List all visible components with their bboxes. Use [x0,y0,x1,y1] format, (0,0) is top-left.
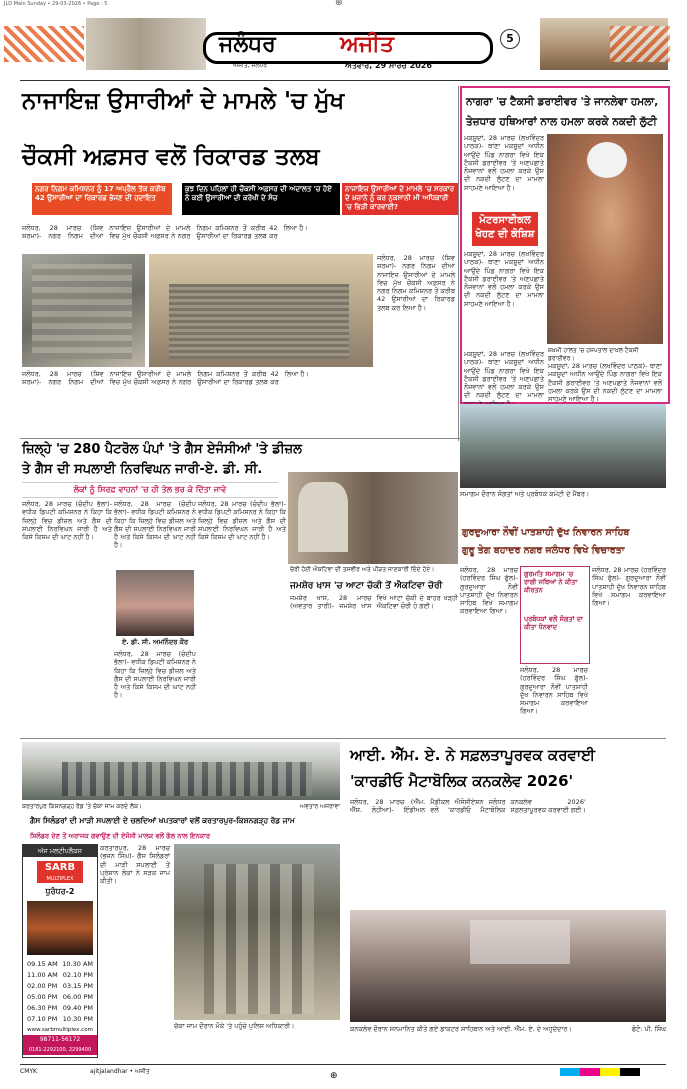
gurdwara-headline-line2: ਗੁਰੂ ਤੇਗ ਬਹਾਦਰ ਨਗਰ ਜਲੰਧਰ ਵਿਖੇ ਵਿਚਾਰਤਾ [462,545,625,556]
gurdwara-body-2: ਜਲੰਧਰ, 28 ਮਾਰਚ (ਹਰਵਿੰਦਰ ਸਿੰਘ ਫੁੱਲ)- ਗੁਰਦੁਆਰਾ ਨੌਵੀਂ ਪਾਤਸ਼ਾਹੀ ਦੁੱਖ ਨਿਵਾਰਨ ਸਾਹਿਬ ਵਿਖੇ ਸਮਾਗਮ ਕਰਵਾਇਆ ਗਿਆ। [520,666,588,716]
diesel-body-2: ਜਲੰਧਰ, 28 ਮਾਰਚ (ਚੰਦੀਪ ਭੱਲਾ)- ਵਧੀਕ ਡਿਪਟੀ ਕਮਿਸ਼ਨਰ ਨੇ ਕਿਹਾ ਕਿ ਜ਼ਿਲ੍ਹੇ ਵਿਚ ਡੀਜ਼ਲ ਅਤੇ ਗੈਸ ਦੀ ਸਪਲਾਈ ਨਿਰਵਿਘਨ ਜਾਰੀ ਹੈ ਅਤੇ ਕਿਸੇ ਕਿਸਮ ਦੀ ਘਾਟ ਨਹੀਂ ਹੈ। [114,500,196,550]
diesel-body-4: ਜਲੰਧਰ, 28 ਮਾਰਚ (ਚੰਦੀਪ ਭੱਲਾ)- ਵਧੀਕ ਡਿਪਟੀ ਕਮਿਸ਼ਨਰ ਨੇ ਕਿਹਾ ਕਿ ਜ਼ਿਲ੍ਹੇ ਵਿਚ ਡੀਜ਼ਲ ਅਤੇ ਗੈਸ ਦੀ ਸਪਲਾਈ ਨਿਰਵਿਘਨ ਜਾਰੀ ਹੈ ਅਤੇ ਕਿਸੇ ਕਿਸਮ ਦੀ ਘਾਟ ਨਹੀਂ ਹੈ। [198,500,286,542]
diesel-headline-line2: ਤੇ ਗੈਸ ਦੀ ਸਪਲਾਈ ਨਿਰਵਿਘਨ ਜਾਰੀ-ਏ. ਡੀ. ਸੀ. [22,462,263,477]
adc-caption: ਏ. ਡੀ. ਸੀ. ਅਮਨਿੰਦਰ ਕੌਰ [121,638,189,646]
newspaper-logo [185,24,505,70]
right-body-1: ਮਕਸੂਦਾਂ, 28 ਮਾਰਚ (ਲਖਵਿੰਦਰ ਪਾਠਕ)- ਥਾਣਾ ਮਕਸੂਦਾਂ ਅਧੀਨ ਆਉਂਦੇ ਪਿੰਡ ਨਾਗਰਾ ਵਿਖੇ ਇਕ ਟੈਕਸੀ ਡਰਾਈਵਰ 'ਤੇ ਅਣਪਛਾਤੇ ਨੌਜਵਾਨਾਂ ਵਲੋਂ ਹਮਲਾ ਕਰਕੇ ਉਸ ਦੀ ਨਕਦੀ ਲੁੱਟਣ ਦਾ ਮਾਮਲਾ ਸਾਹਮਣੇ ਆਇਆ ਹੈ। [464,134,544,192]
cinema-header: ਅੱਜ ਮਲਟੀਪਲੈਕਸ [23,845,97,857]
showtime-right: 06.00 PM [62,993,93,1001]
right-body-4: ਮਕਸੂਦਾਂ, 28 ਮਾਰਚ (ਲਖਵਿੰਦਰ ਪਾਠਕ)- ਥਾਣਾ ਮਕਸੂਦਾਂ ਅਧੀਨ ਆਉਂਦੇ ਪਿੰਡ ਨਾਗਰਾ ਵਿਖੇ ਇਕ ਟੈਕਸੀ ਡਰਾਈਵਰ 'ਤੇ ਅਣਪਛਾਤੇ ਨੌਜਵਾਨਾਂ ਵਲੋਂ ਹਮਲਾ ਕਰਕੇ ਉਸ ਦੀ ਨਕਦੀ ਲੁੱਟਣ ਦਾ ਮਾਮਲਾ ਸਾਹਮਣੇ ਆਇਆ ਹੈ। [548,362,662,404]
gurdwara-headline [462,524,666,560]
lead-photo-left [22,254,145,367]
showtime-row [23,981,97,992]
gurdwara-headline-line1: ਗੁਰਦੁਆਰਾ ਨੌਵੀਂ ਪਾਤਸ਼ਾਹੀ ਦੁੱਖ ਨਿਵਾਰਨ ਸਾਹਿਬ [462,527,630,538]
showtime-right: 09.40 PM [62,1004,93,1012]
cinema-ad [22,844,98,1058]
lead-kicker-1: ਨਗਰ ਨਿਗਮ ਕਮਿਸ਼ਨਰ ਨੂੰ 17 ਅਪ੍ਰੈਲ ਤੱਕ ਕਰੀਬ 42 ਉਸਾਰੀਆਂ ਦਾ ਰਿਕਾਰਡ ਭੇਜਣ ਦੀ ਹਦਾਇਤ [32,183,172,215]
showtime-left: 02.00 PM [27,982,58,990]
rule-lower [20,738,666,739]
gurdwara-body-1: ਜਲੰਧਰ, 28 ਮਾਰਚ (ਹਰਵਿੰਦਰ ਸਿੰਘ ਫੁੱਲ)- ਗੁਰਦੁਆਰਾ ਨੌਵੀਂ ਪਾਤਸ਼ਾਹੀ ਦੁੱਖ ਨਿਵਾਰਨ ਸਾਹਿਬ ਵਿਖੇ ਸਮਾਗਮ ਕਰਵਾਇਆ ਗਿਆ। [460,566,518,616]
showtime-row [23,970,97,981]
column-divider [458,86,459,441]
lead-headline-line2: ਚੌਕਸੀ ਅਫ਼ਸਰ ਵਲੋਂ ਰਿਕਾਰਡ ਤਲਬ [22,144,320,170]
print-registry [0,0,687,10]
diesel-body-3: ਜਲੰਧਰ, 28 ਮਾਰਚ (ਚੰਦੀਪ ਭੱਲਾ)- ਵਧੀਕ ਡਿਪਟੀ ਕਮਿਸ਼ਨਰ ਨੇ ਕਿਹਾ ਕਿ ਜ਼ਿਲ੍ਹੇ ਵਿਚ ਡੀਜ਼ਲ ਅਤੇ ਗੈਸ ਦੀ ਸਪਲਾਈ ਨਿਰਵਿਘਨ ਜਾਰੀ ਹੈ ਅਤੇ ਕਿਸੇ ਕਿਸਮ ਦੀ ਘਾਟ ਨਹੀਂ ਹੈ। [114,650,196,700]
showtime-row [23,1003,97,1014]
lead-headline-line1: ਨਾਜਾਇਜ਼ ਉਸਾਰੀਆਂ ਦੇ ਮਾਮਲੇ 'ਚ ਮੁੱਖ [22,88,345,114]
diesel-kicker: ਲੋਕਾਂ ਨੂੰ ਸਿਰਫ਼ ਵਾਹਨਾਂ 'ਚ ਹੀ ਤੇਲ ਭਰ ਕੇ ਦਿੱਤਾ ਜਾਵੇ [22,482,278,498]
highway-protest-photo [174,844,340,1020]
gurdwara-photo [460,404,666,488]
right-body-3: ਮਕਸੂਦਾਂ, 28 ਮਾਰਚ (ਲਖਵਿੰਦਰ ਪਾਠਕ)- ਥਾਣਾ ਮਕਸੂਦਾਂ ਅਧੀਨ ਆਉਂਦੇ ਪਿੰਡ ਨਾਗਰਾ ਵਿਖੇ ਇਕ ਟੈਕਸੀ ਡਰਾਈਵਰ 'ਤੇ ਅਣਪਛਾਤੇ ਨੌਜਵਾਨਾਂ ਵਲੋਂ ਹਮਲਾ ਕਰਕੇ ਉਸ ਦੀ ਨਕਦੀ ਲੁੱਟਣ ਦਾ ਮਾਮਲਾ [464,350,544,400]
lead-body-bottom: ਜਲੰਧਰ, 28 ਮਾਰਚ (ਸ਼ਿਵ ਸ਼ਰਮਾ)- ਨਗਰ ਨਿਗਮ ਦੀਆਂ ਨਾਜਾਇਜ਼ ਉਸਾਰੀਆਂ ਦੇ ਮਾਮਲੇ ਵਿਚ ਮੁੱਖ ਚੌਕਸੀ ਅਫ਼ਸਰ ਨੇ ਨਗਰ ਨਿਗਮ ਕਮਿਸ਼ਨਰ ਤੋਂ ਕਰੀਬ 42 ਉਸਾਰੀਆਂ ਦਾ ਰਿਕਾਰਡ ਤਲਬ ਕਰ ਲਿਆ ਹੈ। [22,370,309,387]
lead-photo-center [149,254,373,367]
footer-code: CMYK [20,1068,37,1075]
lead-kicker-3: ਨਾਜਾਇਜ਼ ਉਸਾਰੀਆਂ ਦੇ ਮਾਮਲੇ 'ਚ ਸਰਕਾਰ ਦੇ ਖ਼ਜ਼ਾਨੇ ਨੂੰ ਕਰ ਨੁਕਸਾਨੀ ਮੀ ਅਧਿਕਾਰੀ 'ਚ ਭਿੜੀ ਕਾਰਵਾਈ? [342,183,458,215]
highway-photo-caption: ਕਰਤਾਰਪੁਰ ਕਿਸ਼ਨਗੜ੍ਹ ਰੋਡ 'ਤੇ ਚੱਕਾ ਜਾਮ ਕਰਦੇ ਲੋਕ। [22,803,143,810]
diesel-body-1: ਜਲੰਧਰ, 28 ਮਾਰਚ (ਚੰਦੀਪ ਭੱਲਾ)- ਵਧੀਕ ਡਿਪਟੀ ਕਮਿਸ਼ਨਰ ਨੇ ਕਿਹਾ ਕਿ ਜ਼ਿਲ੍ਹੇ ਵਿਚ ਡੀਜ਼ਲ ਅਤੇ ਗੈਸ ਦੀ ਸਪਲਾਈ ਨਿਰਵਿਘਨ ਜਾਰੀ ਹੈ ਅਤੇ ਕਿਸੇ ਕਿਸਮ ਦੀ ਘਾਟ ਨਹੀਂ ਹੈ। [22,500,112,542]
ima-body: ਜਲੰਧਰ, 28 ਮਾਰਚ (ਐੱਮ. ਐੱਸ. ਲੋਹੀਆ)- ਇੰਡੀਅਨ ਮੈਡੀਕਲ ਐਸੋਸੀਏਸ਼ਨ ਜਲੰਧਰ ਵਲੋਂ 'ਕਾਰਡੀਓ ਮੈਟਾਬੋਲਿਕ ਕਨਕਲੇਵ 2026' ਸਫ਼ਲਤਾਪੂਰਵਕ ਕਰਵਾਈ ਗਈ। [350,798,586,815]
gurdwara-bullet-2: ਪ੍ਰਬੰਧਕਾਂ ਵਲੋਂ ਸੰਗਤਾਂ ਦਾ ਕੀਤਾ ਧੰਨਵਾਦ [524,615,583,631]
issue-date: ਐਤਵਾਰ, 29 ਮਾਰਚ 2026 [345,61,432,70]
right-headline-line2: ਤੇਜ਼ਧਾਰ ਹਥਿਆਰਾਂ ਨਾਲ ਹਮਲਾ ਕਰਕੇ ਨਕਦੀ ਲੁੱਟੀ [466,116,657,128]
highway-headline: ਗੈਸ ਸਿਲੰਡਰਾਂ ਦੀ ਮਾੜੀ ਸਪਲਾਈ ਦੇ ਚਲਦਿਆਂ ਖਪਤਕਾਰਾਂ ਵਲੋਂ ਕਰਤਾਰਪੁਰ-ਕਿਸ਼ਨਗੜ੍ਹ ਰੋਡ ਜਾਮ [30,816,295,825]
right-body-2: ਮਕਸੂਦਾਂ, 28 ਮਾਰਚ (ਲਖਵਿੰਦਰ ਪਾਠਕ)- ਥਾਣਾ ਮਕਸੂਦਾਂ ਅਧੀਨ ਆਉਂਦੇ ਪਿੰਡ ਨਾਗਰਾ ਵਿਖੇ ਇਕ ਟੈਕਸੀ ਡਰਾਈਵਰ 'ਤੇ ਅਣਪਛਾਤੇ ਨੌਜਵਾਨਾਂ ਵਲੋਂ ਹਮਲਾ ਕਰਕੇ ਉਸ ਦੀ ਨਕਦੀ ਲੁੱਟਣ ਦਾ ਮਾਮਲਾ ਸਾਹਮਣੇ ਆਇਆ ਹੈ। [464,250,544,308]
showtime-left: 11.00 AM [27,971,58,979]
right-headline [466,92,662,132]
showtime-right: 10.30 PM [62,1015,93,1023]
page-number: 5 [500,29,520,49]
footer-crosshair-icon: ⊕ [330,1071,338,1081]
gurdwara-photo-caption: ਸਮਾਗਮ ਦੌਰਾਨ ਸੰਗਤਾਂ ਅਤੇ ਪ੍ਰਬੰਧਕ ਕਮੇਟੀ ਦੇ ਮੈਂਬਰ। [460,490,590,498]
ima-headline-line1: ਆਈ. ਐੱਮ. ਏ. ਨੇ ਸਫ਼ਲਤਾਪੂਰਵਕ ਕਰਵਾਈ [350,746,596,764]
diesel-headline-line1: ਜ਼ਿਲ੍ਹੇ 'ਚ 280 ਪੈਟਰੋਲ ਪੰਪਾਂ 'ਤੇ ਗੈਸ ਏਜੰਸੀਆਂ 'ਤੇ ਡੀਜ਼ਲ [22,442,302,457]
cinema-brand-sub: MULTIPLEX [46,876,74,882]
color-registration-bar [560,1068,660,1076]
theft-headline: ਜਮਸ਼ੇਰ ਖਾਸ 'ਚ ਆਟਾ ਚੱਕੀ ਤੋਂ ਐਕਟਿਵਾ ਚੋਰੀ [290,581,443,591]
cinema-poster [27,901,93,955]
showtime-left: 07.10 PM [27,1015,58,1023]
masthead-pattern-right [610,26,670,62]
gurdwara-bullet-1: ਗੁਰਮਤਿ ਸਮਾਗਮ 'ਚ ਰਾਗੀ ਜਥਿਆਂ ਨੇ ਕੀਤਾ ਕੀਰਤਨ [524,570,578,594]
crosshair-icon: ⊕ [335,0,343,8]
rule-diesel [20,438,460,439]
gurdwara-body-3: ਜਲੰਧਰ, 28 ਮਾਰਚ (ਹਰਵਿੰਦਰ ਸਿੰਘ ਫੁੱਲ)- ਗੁਰਦੁਆਰਾ ਨੌਵੀਂ ਪਾਤਸ਼ਾਹੀ ਦੁੱਖ ਨਿਵਾਰਨ ਸਾਹਿਬ ਵਿਖੇ ਸਮਾਗਮ ਕਰਵਾਇਆ ਗਿਆ। [592,566,666,608]
right-tag: ਮੋਟਰਸਾਈਕਲ ਖੋਹਣ ਦੀ ਕੋਸ਼ਿਸ਼ [472,212,538,246]
theft-caption: ਚੋਰੀ ਹੋਈ ਐਕਟਿਵਾ ਦੀ ਤਸਵੀਰ ਅਤੇ ਪੀੜਤ ਜਾਣਕਾਰੀ ਦਿੰਦੇ ਹੋਏ। [290,566,435,573]
ima-photo [350,910,666,1022]
lead-body-top: ਜਲੰਧਰ, 28 ਮਾਰਚ (ਸ਼ਿਵ ਸ਼ਰਮਾ)- ਨਗਰ ਨਿਗਮ ਦੀਆਂ ਨਾਜਾਇਜ਼ ਉਸਾਰੀਆਂ ਦੇ ਮਾਮਲੇ ਵਿਚ ਮੁੱਖ ਚੌਕਸੀ ਅਫ਼ਸਰ ਨੇ ਨਗਰ ਨਿਗਮ ਕਮਿਸ਼ਨਰ ਤੋਂ ਕਰੀਬ 42 ਉਸਾਰੀਆਂ ਦਾ ਰਿਕਾਰਡ ਤਲਬ ਕਰ ਲਿਆ ਹੈ। [22,224,308,241]
cinema-movie-title: ਧੁਰੰਧਰ-2 [45,887,75,896]
showtime-row [23,992,97,1003]
highway-photo [22,742,340,800]
highway-credit: ਅਵਤਾਰ ਅਜਰਾਵਾ [299,803,340,810]
ima-credit: ਫੋਟੋ: ਪੀ. ਸਿੰਘ [631,1025,666,1033]
right-photo [547,134,663,344]
logo-city: ਜਲੰਧਰ [219,31,276,57]
ima-headline-line2: 'ਕਾਰਡੀਓ ਮੈਟਾਬੋਲਿਕ ਕਨਕਲੇਵ 2026' [350,772,574,790]
cinema-phone-1: 98711-56172 [23,1035,97,1045]
theft-body: ਜਮਸ਼ੇਰ ਖਾਸ, 28 ਮਾਰਚ (ਅਵਤਾਰ ਤਾਰੀ)- ਜਮਸ਼ੇਰ ਖਾਸ ਵਿਖੇ ਆਟਾ ਚੱਕੀ ਦੇ ਬਾਹਰ ਖੜ੍ਹੀ ਐਕਟਿਵਾ ਚੋਰੀ ਹੋ ਗਈ। [290,594,458,611]
masthead-pattern-left [4,26,84,62]
theft-photo [288,472,458,564]
lead-headline [22,86,432,172]
highway-photo2-caption: ਚੱਕਾ ਜਾਮ ਦੌਰਾਨ ਮੌਕੇ 'ਤੇ ਪਹੁੰਚੇ ਪੁਲਿਸ ਅਧਿਕਾਰੀ। [174,1022,295,1030]
highway-body-1: ਕਰਤਾਰਪੁਰ, 28 ਮਾਰਚ (ਭਜਨ ਸਿੰਘ)- ਗੈਸ ਸਿਲੰਡਰਾਂ ਦੀ ਮਾੜੀ ਸਪਲਾਈ ਤੋਂ ਪ੍ਰੇਸ਼ਾਨ ਲੋਕਾਂ ਨੇ ਸੜਕ ਜਾਮ ਕੀਤੀ। [100,844,170,886]
showtime-left: 09.15 AM [27,960,58,968]
masthead-rule [20,80,670,81]
cinema-showtimes [23,959,97,1025]
ima-caption: ਕਨਕਲੇਵ ਦੌਰਾਨ ਸਨਮਾਨਿਤ ਕੀਤੇ ਗਏ ਡਾਕਟਰ ਸਾਹਿਬਾਨ ਅਤੇ ਆਈ. ਐੱਮ. ਏ. ਦੇ ਅਹੁਦੇਦਾਰ। [350,1025,572,1033]
registry-text: JLD Main Sunday • 29-03-2026 • Page : 5 [4,1,108,7]
showtime-row [23,1014,97,1025]
showtime-left: 05.00 PM [27,993,58,1001]
right-headline-line1: ਨਾਗਰਾ 'ਚ ਟੈਕਸੀ ਡਰਾਈਵਰ 'ਤੇ ਜਾਨਲੇਵਾ ਹਮਲਾ, [466,96,659,108]
showtime-right: 10.30 AM [62,960,93,968]
cinema-brand: SARB [37,861,83,883]
showtime-left: 06.30 PM [27,1004,58,1012]
gurdwara-bullets [520,566,590,664]
showtime-row [23,959,97,970]
highway-subhead: ਸਿਲੰਡਰ ਦੇਣ ਤੋਂ ਅਰਾਜਕ ਗਵਾਉਣ ਦੀ ਏਜੰਸੀ ਮਾਲਕ ਵਲੋਂ ਗੱਲ ਨਾਲ ਇਨਕਾਰ [30,832,211,840]
cinema-phone-2: 0181-2292100, 2299400 [23,1045,97,1055]
logo-paper-name: ਅਜੀਤ [340,31,394,57]
lead-body-side: ਜਲੰਧਰ, 28 ਮਾਰਚ (ਸ਼ਿਵ ਸ਼ਰਮਾ)- ਨਗਰ ਨਿਗਮ ਦੀਆਂ ਨਾਜਾਇਜ਼ ਉਸਾਰੀਆਂ ਦੇ ਮਾਮਲੇ ਵਿਚ ਮੁੱਖ ਚੌਕਸੀ ਅਫ਼ਸਰ ਨੇ ਨਗਰ ਨਿਗਮ ਕਮਿਸ਼ਨਰ ਤੋਂ ਕਰੀਬ 42 ਉਸਾਰੀਆਂ ਦਾ ਰਿਕਾਰਡ ਤਲਬ ਕਰ ਲਿਆ ਹੈ। [377,254,455,312]
ima-headline [350,742,666,794]
lead-kicker-2: ਕੁਝ ਦਿਨ ਪਹਿਲਾਂ ਹੀ ਚੌਕਸੀ ਅਫ਼ਸਰ ਦੀ ਅਦਾਲਤ 'ਚ ਹੋਏ ਨੇ ਕਈ ਉਸਾਰੀਆਂ ਦੀ ਕਰੋਖੀ ਦੇ ਸੰਚ [182,183,340,215]
footer-rule [20,1064,666,1065]
footer-mid: ajitjalandhar • ਅਜੀਤ [90,1068,150,1075]
adc-portrait [116,570,194,636]
showtime-right: 02.10 PM [62,971,93,979]
cinema-website: www.sarbmultiplex.com [27,1027,93,1033]
right-photo-caption: ਜ਼ਖ਼ਮੀ ਹਾਲਤ 'ਚ ਹਸਪਤਾਲ ਦਾਖ਼ਲ ਟੈਕਸੀ ਡਰਾਈਵਰ। [548,347,639,362]
showtime-right: 03.15 PM [62,982,93,990]
logo-sub-left: ਅਜੀਤ, ਜਲੰਧਰ [233,62,268,69]
